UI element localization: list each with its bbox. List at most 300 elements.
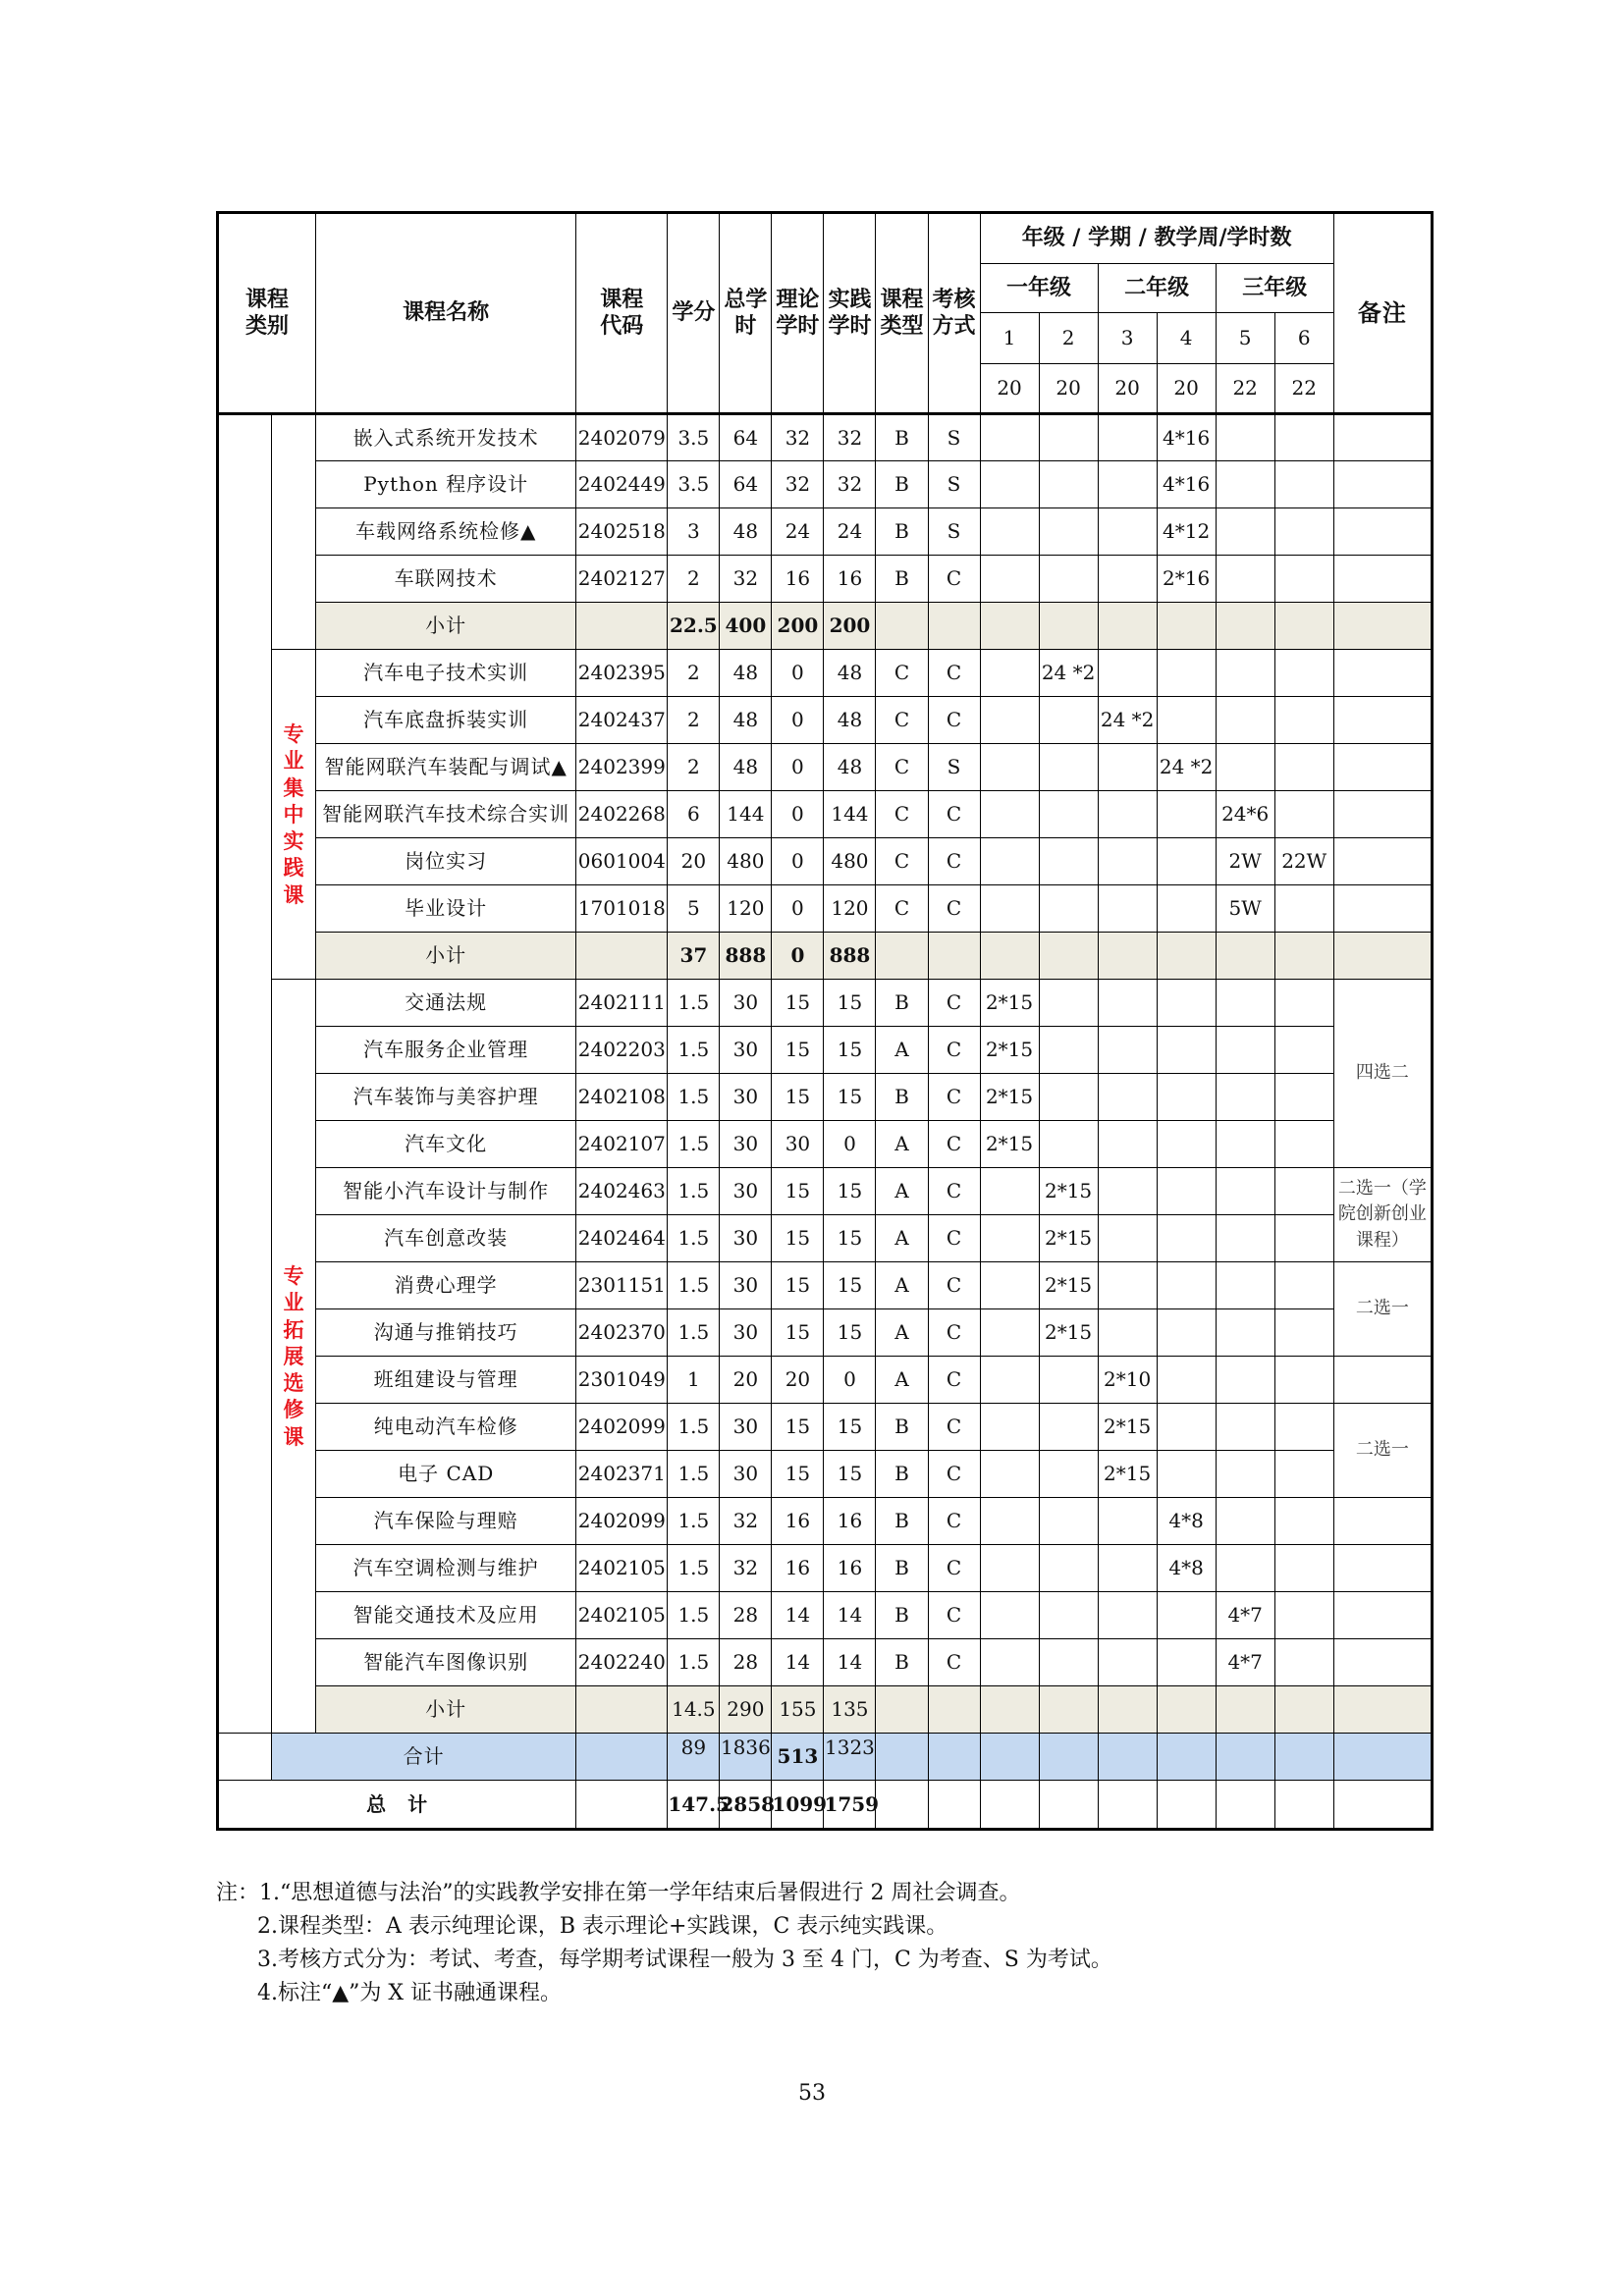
semester-6-hours: [1274, 1309, 1333, 1357]
course-credit: 2: [668, 556, 720, 603]
semester-5-hours: [1216, 650, 1274, 697]
semester-3-hours: [1098, 1309, 1157, 1357]
category-concentrated-practice: [272, 650, 316, 980]
semester-3-hours: [1098, 1262, 1157, 1309]
sum-label: 合计: [272, 1734, 576, 1781]
course-name: 沟通与推销技巧: [316, 1309, 576, 1357]
remark-cell: [1333, 414, 1432, 461]
header-name: 课程名称: [316, 213, 576, 414]
course-total-hours: 28: [720, 1592, 772, 1639]
semester-4-hours: [1157, 1121, 1216, 1168]
semester-4-hours: [1157, 697, 1216, 744]
subtotal-empty-cell: [1157, 603, 1216, 650]
course-credit: 1.5: [668, 1639, 720, 1686]
course-exam: C: [928, 1262, 980, 1309]
table-row: [218, 1309, 1433, 1357]
weeks-5: 22: [1216, 364, 1274, 414]
semester-3-hours: 2*10: [1098, 1357, 1157, 1404]
course-practice-hours: 32: [824, 414, 876, 461]
table-row: [218, 650, 1433, 697]
footnote-2: 2.课程类型：A 表示纯理论课，B 表示理论+实践课，C 表示纯实践课。: [257, 1914, 948, 1939]
course-code: 2301151: [576, 1262, 668, 1309]
subtotal-total: 888: [720, 933, 772, 980]
course-type: A: [876, 1357, 928, 1404]
course-type: C: [876, 885, 928, 933]
course-theory-hours: 0: [772, 791, 824, 838]
course-table: [216, 211, 1434, 1831]
semester-4-hours: [1157, 1074, 1216, 1121]
header-practice-hours: 实践学时: [824, 213, 876, 414]
category-blank-left: [218, 414, 272, 650]
category-char: 拓: [283, 1316, 304, 1342]
semester-4-hours: 4*12: [1157, 508, 1216, 556]
table-row: [218, 1168, 1433, 1215]
subtotal-row: [218, 1686, 1433, 1734]
semester-1-hours: [980, 1592, 1039, 1639]
course-credit: 3.5: [668, 461, 720, 508]
semester-5-hours: 4*7: [1216, 1592, 1274, 1639]
semester-1-hours: [980, 885, 1039, 933]
course-name: 智能网联汽车装配与调试▲: [316, 744, 576, 791]
course-name: 嵌入式系统开发技术: [316, 414, 576, 461]
semester-3-hours: [1098, 1168, 1157, 1215]
semester-1-hours: [980, 414, 1039, 461]
remark-cell: [1333, 1498, 1432, 1545]
course-theory-hours: 15: [772, 1074, 824, 1121]
grand-total: 2858: [720, 1781, 772, 1830]
course-code: 2402099: [576, 1498, 668, 1545]
sum-empty-cell: [1039, 1734, 1098, 1781]
course-exam: C: [928, 1498, 980, 1545]
semester-6-hours: [1274, 414, 1333, 461]
subtotal-empty-cell: [1157, 1686, 1216, 1734]
semester-4-hours: [1157, 1357, 1216, 1404]
semester-6-hours: 22W: [1274, 838, 1333, 885]
subtotal-empty-cell: [1039, 933, 1098, 980]
semester-6-hours: [1274, 885, 1333, 933]
page-number: 53: [798, 2081, 826, 2106]
semester-5-hours: [1216, 1545, 1274, 1592]
course-theory-hours: 15: [772, 1404, 824, 1451]
semester-4-hours: [1157, 1262, 1216, 1309]
course-total-hours: 480: [720, 838, 772, 885]
course-code: 2402111: [576, 980, 668, 1027]
semester-2: 2: [1039, 313, 1098, 364]
semester-4-hours: [1157, 791, 1216, 838]
table-row: [218, 697, 1433, 744]
course-exam: C: [928, 1074, 980, 1121]
sum-empty-cell: [928, 1734, 980, 1781]
semester-3-hours: [1098, 885, 1157, 933]
course-type: A: [876, 1121, 928, 1168]
course-schedule-sheet: [216, 211, 1434, 1831]
header-year-1: 一年级: [980, 264, 1098, 313]
course-practice-hours: 480: [824, 838, 876, 885]
course-code: 2402370: [576, 1309, 668, 1357]
course-total-hours: 48: [720, 650, 772, 697]
remark-pick-two-of-four: 四选二: [1333, 980, 1432, 1168]
course-exam: S: [928, 508, 980, 556]
semester-3-hours: [1098, 508, 1157, 556]
semester-5-hours: [1216, 1074, 1274, 1121]
course-practice-hours: 16: [824, 556, 876, 603]
semester-3: 3: [1098, 313, 1157, 364]
course-code: 2402105: [576, 1592, 668, 1639]
semester-5-hours: [1216, 461, 1274, 508]
course-type: C: [876, 791, 928, 838]
subtotal-empty-cell: [1333, 933, 1432, 980]
course-theory-hours: 14: [772, 1639, 824, 1686]
grand-empty-cell: [1098, 1781, 1157, 1830]
semester-1-hours: 2*15: [980, 1121, 1039, 1168]
subtotal-label: 小计: [316, 1686, 576, 1734]
course-code: 2402108: [576, 1074, 668, 1121]
course-type: C: [876, 744, 928, 791]
semester-3-hours: [1098, 744, 1157, 791]
category-char: 选: [283, 1370, 304, 1396]
course-credit: 1.5: [668, 1545, 720, 1592]
semester-6-hours: [1274, 697, 1333, 744]
course-theory-hours: 24: [772, 508, 824, 556]
remark-pick-one: 二选一: [1333, 1262, 1432, 1357]
course-type: B: [876, 1404, 928, 1451]
weeks-3: 20: [1098, 364, 1157, 414]
course-credit: 3.5: [668, 414, 720, 461]
course-name: 班组建设与管理: [316, 1357, 576, 1404]
semester-1-hours: [980, 1215, 1039, 1262]
semester-1-hours: [980, 1545, 1039, 1592]
semester-4-hours: [1157, 650, 1216, 697]
header-year-2: 二年级: [1098, 264, 1216, 313]
course-name: 岗位实习: [316, 838, 576, 885]
grand-empty-cell: [1039, 1781, 1098, 1830]
course-name: 车载网络系统检修▲: [316, 508, 576, 556]
semester-1-hours: [980, 1357, 1039, 1404]
grand-practice: 1759: [824, 1781, 876, 1830]
course-type: B: [876, 1639, 928, 1686]
semester-4-hours: 24 *2: [1157, 744, 1216, 791]
course-name: 汽车保险与理赔: [316, 1498, 576, 1545]
remark-cell: [1333, 508, 1432, 556]
footnote-3: 3.考核方式分为：考试、考查，每学期考试课程一般为 3 至 4 门，C 为考查、S 为考试。: [257, 1948, 1112, 1972]
course-code: 2402449: [576, 461, 668, 508]
semester-2-hours: [1039, 1121, 1098, 1168]
category-char: 课: [283, 1423, 304, 1449]
course-name: 智能网联汽车技术综合实训: [316, 791, 576, 838]
semester-5-hours: [1216, 1215, 1274, 1262]
semester-5-hours: [1216, 697, 1274, 744]
remark-cell: [1333, 1357, 1432, 1404]
course-name: 汽车创意改装: [316, 1215, 576, 1262]
course-credit: 1.5: [668, 1309, 720, 1357]
course-credit: 1: [668, 1357, 720, 1404]
weeks-4: 20: [1157, 364, 1216, 414]
course-practice-hours: 32: [824, 461, 876, 508]
course-exam: S: [928, 744, 980, 791]
table-row: [218, 508, 1433, 556]
table-row: [218, 1498, 1433, 1545]
course-type: A: [876, 1215, 928, 1262]
sum-blank-left: [218, 1734, 272, 1781]
footnotes: [216, 1877, 1492, 2010]
sum-credit: 89: [668, 1734, 720, 1781]
semester-5-hours: [1216, 1498, 1274, 1545]
category-char: 专: [283, 1262, 304, 1288]
semester-2-hours: [1039, 414, 1098, 461]
semester-3-hours: [1098, 980, 1157, 1027]
course-code: 2402463: [576, 1168, 668, 1215]
semester-1-hours: [980, 1262, 1039, 1309]
semester-3-hours: [1098, 838, 1157, 885]
table-row: [218, 885, 1433, 933]
course-total-hours: 32: [720, 556, 772, 603]
semester-3-hours: [1098, 1592, 1157, 1639]
course-code: 2402268: [576, 791, 668, 838]
course-code: 2402105: [576, 1545, 668, 1592]
course-name: 智能汽车图像识别: [316, 1639, 576, 1686]
subtotal-empty-cell: [928, 603, 980, 650]
subtotal-code-cell: [576, 1686, 668, 1734]
semester-6-hours: [1274, 1027, 1333, 1074]
course-practice-hours: 48: [824, 650, 876, 697]
table-row: [218, 1121, 1433, 1168]
course-name: 汽车装饰与美容护理: [316, 1074, 576, 1121]
course-theory-hours: 0: [772, 650, 824, 697]
subtotal-label: 小计: [316, 933, 576, 980]
course-credit: 1.5: [668, 1027, 720, 1074]
header-exam: 考核方式: [928, 213, 980, 414]
course-exam: C: [928, 838, 980, 885]
course-type: A: [876, 1168, 928, 1215]
semester-1-hours: [980, 791, 1039, 838]
course-total-hours: 30: [720, 1121, 772, 1168]
semester-6-hours: [1274, 980, 1333, 1027]
weeks-6: 22: [1274, 364, 1333, 414]
semester-4-hours: [1157, 1168, 1216, 1215]
course-total-hours: 30: [720, 1168, 772, 1215]
semester-2-hours: 24 *2: [1039, 650, 1098, 697]
course-code: 2402079: [576, 414, 668, 461]
remark-cell: [1333, 461, 1432, 508]
semester-6-hours: [1274, 556, 1333, 603]
course-theory-hours: 15: [772, 1027, 824, 1074]
course-exam: S: [928, 414, 980, 461]
semester-1-hours: 2*15: [980, 1027, 1039, 1074]
course-total-hours: 32: [720, 1498, 772, 1545]
semester-5-hours: [1216, 1309, 1274, 1357]
course-exam: C: [928, 1168, 980, 1215]
course-credit: 5: [668, 885, 720, 933]
semester-5: 5: [1216, 313, 1274, 364]
remark-cell: [1333, 1639, 1432, 1686]
course-theory-hours: 16: [772, 556, 824, 603]
category-blank-left: [218, 650, 272, 980]
semester-5-hours: [1216, 1121, 1274, 1168]
semester-6-hours: [1274, 1545, 1333, 1592]
subtotal-empty-cell: [1274, 933, 1333, 980]
semester-1-hours: [980, 650, 1039, 697]
course-name: 消费心理学: [316, 1262, 576, 1309]
table-row: [218, 1027, 1433, 1074]
course-credit: 3: [668, 508, 720, 556]
semester-1-hours: [980, 744, 1039, 791]
semester-1-hours: [980, 508, 1039, 556]
grand-empty-cell: [928, 1781, 980, 1830]
semester-2-hours: [1039, 1027, 1098, 1074]
course-credit: 20: [668, 838, 720, 885]
header-code: 课程代码: [576, 213, 668, 414]
category-char: 业: [283, 1290, 304, 1315]
course-practice-hours: 16: [824, 1545, 876, 1592]
course-practice-hours: 144: [824, 791, 876, 838]
grand-empty-cell: [1216, 1781, 1274, 1830]
subtotal-empty-cell: [1274, 1686, 1333, 1734]
semester-5-hours: [1216, 1262, 1274, 1309]
sum-row: [218, 1734, 1433, 1781]
semester-6-hours: [1274, 1639, 1333, 1686]
subtotal-code-cell: [576, 933, 668, 980]
course-practice-hours: 15: [824, 980, 876, 1027]
subtotal-label: 小计: [316, 603, 576, 650]
semester-2-hours: [1039, 885, 1098, 933]
semester-3-hours: [1098, 1639, 1157, 1686]
semester-6-hours: [1274, 744, 1333, 791]
semester-4-hours: [1157, 1592, 1216, 1639]
course-name: 车联网技术: [316, 556, 576, 603]
course-exam: C: [928, 885, 980, 933]
subtotal-practice: 135: [824, 1686, 876, 1734]
course-total-hours: 28: [720, 1639, 772, 1686]
course-theory-hours: 20: [772, 1357, 824, 1404]
semester-6-hours: [1274, 1074, 1333, 1121]
course-code: 2402437: [576, 697, 668, 744]
course-total-hours: 64: [720, 414, 772, 461]
subtotal-theory: 200: [772, 603, 824, 650]
course-exam: C: [928, 1027, 980, 1074]
semester-2-hours: [1039, 1404, 1098, 1451]
sum-total: 1836: [720, 1734, 772, 1781]
subtotal-empty-cell: [928, 1686, 980, 1734]
course-type: B: [876, 1592, 928, 1639]
semester-1-hours: 2*15: [980, 980, 1039, 1027]
semester-2-hours: [1039, 508, 1098, 556]
course-practice-hours: 0: [824, 1121, 876, 1168]
course-type: B: [876, 1498, 928, 1545]
subtotal-credit: 22.5: [668, 603, 720, 650]
subtotal-empty-cell: [876, 603, 928, 650]
table-row: [218, 1262, 1433, 1309]
course-total-hours: 32: [720, 1545, 772, 1592]
semester-5-hours: [1216, 980, 1274, 1027]
course-theory-hours: 14: [772, 1592, 824, 1639]
semester-3-hours: [1098, 1121, 1157, 1168]
course-credit: 1.5: [668, 1121, 720, 1168]
sum-empty-cell: [1098, 1734, 1157, 1781]
semester-2-hours: 2*15: [1039, 1309, 1098, 1357]
course-practice-hours: 15: [824, 1262, 876, 1309]
semester-2-hours: [1039, 697, 1098, 744]
subtotal-credit: 37: [668, 933, 720, 980]
course-code: 2402399: [576, 744, 668, 791]
header-category: 课程类别: [218, 213, 316, 414]
semester-6: 6: [1274, 313, 1333, 364]
semester-5-hours: [1216, 1357, 1274, 1404]
remark-cell: [1333, 838, 1432, 885]
table-row: [218, 414, 1433, 461]
course-type: B: [876, 1451, 928, 1498]
course-code: 2402371: [576, 1451, 668, 1498]
remark-cell: [1333, 791, 1432, 838]
semester-4-hours: [1157, 1215, 1216, 1262]
category-char: 集: [283, 774, 304, 800]
course-total-hours: 64: [720, 461, 772, 508]
semester-5-hours: [1216, 414, 1274, 461]
course-practice-hours: 15: [824, 1404, 876, 1451]
remark-cell: [1333, 1592, 1432, 1639]
course-credit: 1.5: [668, 1215, 720, 1262]
subtotal-theory: 155: [772, 1686, 824, 1734]
subtotal-empty-cell: [928, 933, 980, 980]
course-credit: 1.5: [668, 1592, 720, 1639]
course-practice-hours: 15: [824, 1027, 876, 1074]
course-theory-hours: 0: [772, 885, 824, 933]
subtotal-empty-cell: [980, 933, 1039, 980]
semester-2-hours: [1039, 1451, 1098, 1498]
semester-4-hours: 4*16: [1157, 414, 1216, 461]
semester-2-hours: [1039, 1545, 1098, 1592]
semester-5-hours: [1216, 744, 1274, 791]
course-exam: C: [928, 791, 980, 838]
semester-1-hours: [980, 1309, 1039, 1357]
sum-empty-cell: [1157, 1734, 1216, 1781]
subtotal-empty-cell: [980, 1686, 1039, 1734]
course-type: B: [876, 461, 928, 508]
footnote-1: 注：1.“思想道德与法治”的实践教学安排在第一学年结束后暑假进行 2 周社会调查。: [216, 1881, 1021, 1905]
semester-2-hours: 2*15: [1039, 1168, 1098, 1215]
course-exam: S: [928, 461, 980, 508]
subtotal-theory: 0: [772, 933, 824, 980]
subtotal-empty-cell: [980, 603, 1039, 650]
header-schedule-title: 年级 / 学期 / 教学周/学时数: [980, 213, 1333, 264]
semester-2-hours: [1039, 744, 1098, 791]
course-exam: C: [928, 1451, 980, 1498]
semester-3-hours: [1098, 1498, 1157, 1545]
semester-4-hours: [1157, 1309, 1216, 1357]
semester-6-hours: [1274, 1357, 1333, 1404]
course-type: B: [876, 980, 928, 1027]
semester-6-hours: [1274, 1451, 1333, 1498]
category-char: 展: [283, 1343, 304, 1368]
table-row: [218, 1639, 1433, 1686]
course-credit: 1.5: [668, 1451, 720, 1498]
semester-2-hours: [1039, 791, 1098, 838]
semester-5-hours: [1216, 1027, 1274, 1074]
semester-5-hours: [1216, 1168, 1274, 1215]
course-total-hours: 30: [720, 1074, 772, 1121]
semester-4-hours: 4*8: [1157, 1545, 1216, 1592]
subtotal-empty-cell: [1039, 603, 1098, 650]
remark-cell: [1333, 556, 1432, 603]
header-theory-hours: 理论学时: [772, 213, 824, 414]
category-blank-left: [218, 980, 272, 1734]
subtotal-empty-cell: [1039, 1686, 1098, 1734]
course-exam: C: [928, 1309, 980, 1357]
footnote-4: 4.标注“▲”为 X 证书融通课程。: [257, 1981, 563, 2005]
semester-5-hours: [1216, 1451, 1274, 1498]
weeks-1: 20: [980, 364, 1039, 414]
table-row: [218, 1545, 1433, 1592]
table-row: [218, 461, 1433, 508]
